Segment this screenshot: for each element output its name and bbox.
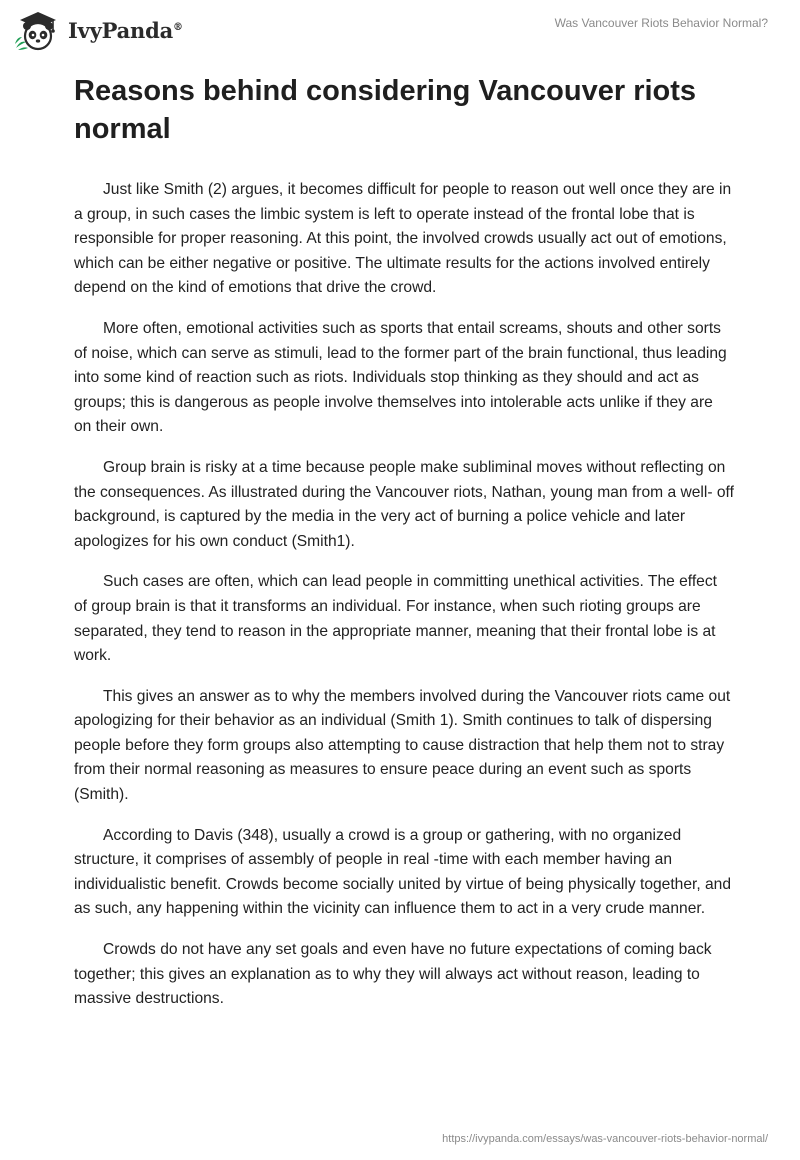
paragraph: According to Davis (348), usually a crowd is a group or gathering, with no organized structure, it comprises of assembly of people in real -time with each member having an individualistic benefit. Crowds become socially united by virtue of being physically together, and as such, any happening within the vicinity can influence them to act in a very crude manner. (74, 826, 732, 918)
paragraph: Crowds do not have any set goals and even have no future expectations of coming back together; this gives an explanation as to why they will always act without reason, leading to massive destructions. (74, 941, 712, 1008)
paragraph: Just like Smith (2) argues, it becomes difficult for people to reason out well once they are in a group, in such cases the limbic system is left to operate instead of the frontal lobe that is responsible for proper reasoning. At this point, the involved crowds usually act out of emotions, which can be either negative or positive. The ultimate results for the actions involved entirely depend on the kind of emotions that drive the crowd. (74, 181, 732, 297)
logo-wordmark: IvyPanda® (68, 17, 183, 43)
page-header (0, 0, 800, 60)
ivypanda-logo[interactable] (12, 8, 183, 52)
section-heading: Reasons behind considering Vancouver riots normal (74, 75, 697, 145)
paragraph: Such cases are often, which can lead people in committing unethical activities. The effect of group brain is that it transforms an individual. For instance, when such rioting groups are separated, they tend to reason in the appropriate manner, meaning that their frontal lobe is at work. (74, 573, 717, 665)
article-body (74, 72, 734, 1028)
paragraph: More often, emotional activities such as sports that entail screams, shouts and other sorts of noise, which can serve as stimuli, lead to the former part of the brain functional, thus leading into some kind of reaction such as riots. Individuals stop thinking as they should and act as groups; this is dangerous as people involve themselves into intolerable acts unlike if they are on their own. (74, 319, 727, 436)
paragraph: Group brain is risky at a time because people make subliminal moves without reflecting on the consequences. As illustrated during the Vancouver riots, Nathan, young man from a well- off background, is captured by the media in the very act of burning a police vehicle and later apologizes for his own conduct (Smith1). (74, 458, 734, 550)
document-title: Was Vancouver Riots Behavior Normal? (554, 16, 768, 30)
panda-graduate-icon (12, 8, 64, 52)
source-url[interactable]: https://ivypanda.com/essays/was-vancouver-riots-behavior-normal/ (442, 1133, 768, 1145)
paragraph: This gives an answer as to why the members involved during the Vancouver riots came out apologizing for their behavior as an individual (Smith 1). Smith continues to talk of dispersing people before they form groups also attempting to cause distraction that help them not to stray from their normal reasoning as measures to ensure peace during an event such as sports (Smith). (74, 687, 731, 804)
